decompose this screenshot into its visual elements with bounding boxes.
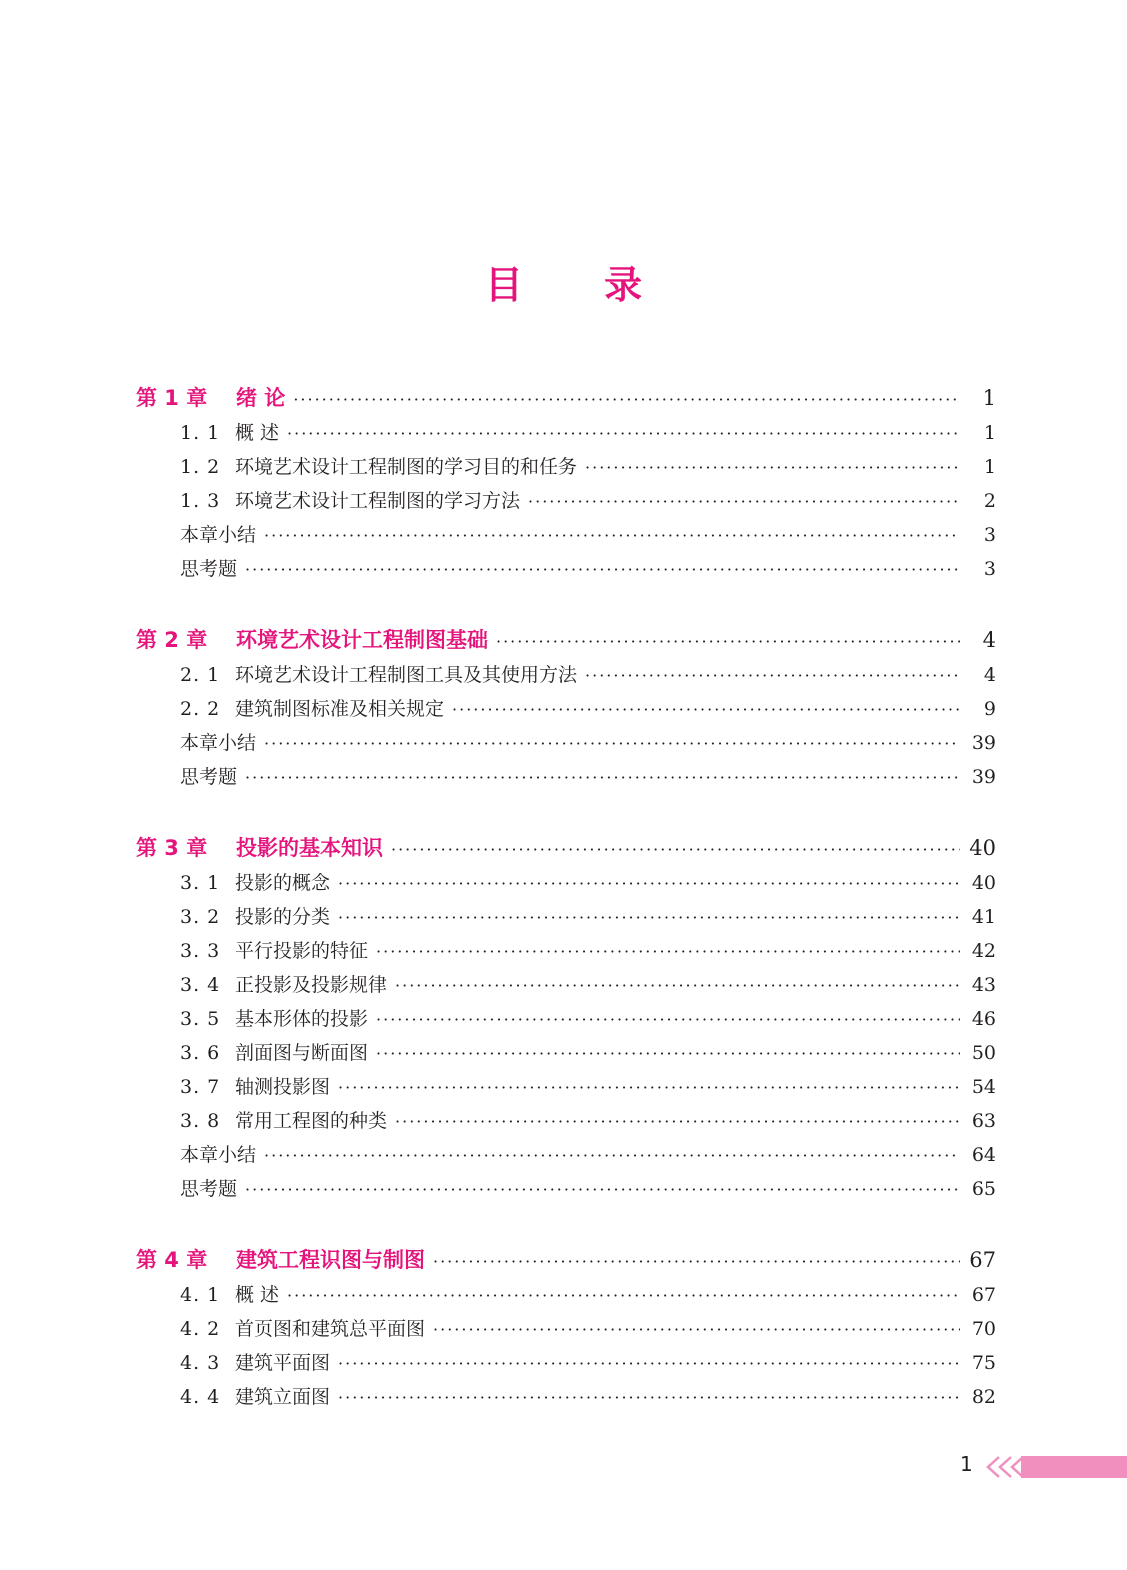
leader-dots (496, 624, 960, 660)
section-title: 投影的概念 (235, 872, 331, 894)
section-entry[interactable] (136, 934, 996, 968)
section-page: 75 (971, 1352, 996, 1374)
page-title: 目 录 (484, 263, 677, 307)
section-entry[interactable] (136, 552, 996, 586)
chapter-number: 第 4 章 (136, 1248, 208, 1272)
chapter-entry[interactable] (136, 380, 996, 416)
section-title: 思考题 (180, 558, 238, 580)
section-entry[interactable] (136, 726, 996, 760)
section-page: 67 (971, 1284, 996, 1306)
chapter-page: 4 (982, 628, 996, 652)
section-number: 1. 3 (180, 490, 221, 512)
section-entry[interactable] (136, 1346, 996, 1380)
chapter-entry[interactable] (136, 622, 996, 658)
section-page: 64 (971, 1144, 996, 1166)
section-number: 3. 5 (180, 1008, 221, 1030)
section-page: 3 (983, 524, 996, 546)
leader-dots (264, 1139, 960, 1173)
section-title: 正投影及投影规律 (235, 974, 388, 996)
section-number: 3. 1 (180, 872, 221, 894)
section-entry[interactable] (136, 1138, 996, 1172)
section-title: 剖面图与断面图 (235, 1042, 369, 1064)
leader-dots (245, 553, 960, 587)
chapter-title: 投影的基本知识 (236, 836, 383, 860)
leader-dots (452, 693, 960, 727)
section-page: 63 (971, 1110, 996, 1132)
leader-dots (338, 867, 960, 901)
section-number: 4. 4 (180, 1386, 221, 1408)
section-page: 3 (983, 558, 996, 580)
section-title: 基本形体的投影 (235, 1008, 369, 1030)
section-entry[interactable] (136, 1070, 996, 1104)
section-page: 40 (971, 872, 996, 894)
section-number: 2. 2 (180, 698, 221, 720)
table-of-contents (136, 380, 996, 1450)
section-page: 43 (971, 974, 996, 996)
section-page: 41 (971, 906, 996, 928)
leader-dots (376, 1003, 960, 1037)
section-title: 环境艺术设计工程制图工具及其使用方法 (235, 664, 578, 686)
section-page: 46 (971, 1008, 996, 1030)
section-title: 环境艺术设计工程制图的学习方法 (235, 490, 521, 512)
section-page: 1 (983, 422, 996, 444)
section-page: 2 (983, 490, 996, 512)
page-number: 1 (960, 1452, 973, 1476)
section-entry[interactable] (136, 900, 996, 934)
page-tab-chevron-icon (985, 1456, 1127, 1478)
chapter-label (136, 1242, 425, 1278)
section-title: 本章小结 (180, 732, 257, 754)
section-entry[interactable] (136, 450, 996, 484)
section-page: 82 (971, 1386, 996, 1408)
section-number: 3. 3 (180, 940, 221, 962)
section-title: 轴测投影图 (235, 1076, 331, 1098)
section-page: 4 (983, 664, 996, 686)
section-entry[interactable] (136, 1104, 996, 1138)
section-title: 投影的分类 (235, 906, 331, 928)
leader-dots (376, 1037, 960, 1071)
section-title: 建筑平面图 (235, 1352, 331, 1374)
chapter-page: 67 (969, 1248, 996, 1272)
section-entry[interactable] (136, 866, 996, 900)
section-title: 思考题 (180, 1178, 238, 1200)
section-page: 39 (971, 732, 996, 754)
chapter-entry[interactable] (136, 1242, 996, 1278)
section-page: 42 (971, 940, 996, 962)
section-entry[interactable] (136, 692, 996, 726)
section-entry[interactable] (136, 1380, 996, 1414)
section-entry[interactable] (136, 416, 996, 450)
chapter-title: 建筑工程识图与制图 (236, 1248, 425, 1272)
section-entry[interactable] (136, 1312, 996, 1346)
chapter-label (136, 830, 383, 866)
section-page: 9 (983, 698, 996, 720)
chapter-page: 40 (969, 836, 996, 860)
section-title: 平行投影的特征 (235, 940, 369, 962)
leader-dots (245, 761, 960, 795)
leader-dots (338, 1071, 960, 1105)
section-page: 50 (971, 1042, 996, 1064)
section-number: 1. 2 (180, 456, 221, 478)
section-number: 1. 1 (180, 422, 221, 444)
leader-dots (585, 659, 960, 693)
leader-dots (585, 451, 960, 485)
section-number: 3. 2 (180, 906, 221, 928)
chapter-title: 绪 论 (236, 386, 286, 410)
leader-dots (395, 1105, 960, 1139)
section-entry[interactable] (136, 658, 996, 692)
leader-dots (287, 417, 960, 451)
section-number: 3. 4 (180, 974, 221, 996)
chapter-block (136, 622, 996, 794)
leader-dots (376, 935, 960, 969)
section-page: 39 (971, 766, 996, 788)
chapter-label (136, 622, 488, 658)
leader-dots (264, 519, 960, 553)
section-title: 建筑立面图 (235, 1386, 331, 1408)
section-entry[interactable] (136, 1172, 996, 1206)
leader-dots (391, 832, 960, 868)
chapter-number: 第 1 章 (136, 386, 208, 410)
section-title: 建筑制图标准及相关规定 (235, 698, 445, 720)
section-number: 4. 3 (180, 1352, 221, 1374)
leader-dots (338, 1347, 960, 1381)
section-page: 54 (971, 1076, 996, 1098)
leader-dots (395, 969, 960, 1003)
section-entry[interactable] (136, 518, 996, 552)
leader-dots (433, 1244, 960, 1280)
section-number: 3. 7 (180, 1076, 221, 1098)
leader-dots (245, 1173, 960, 1207)
leader-dots (264, 727, 960, 761)
section-number: 3. 8 (180, 1110, 221, 1132)
chapter-title: 环境艺术设计工程制图基础 (236, 628, 488, 652)
section-entry[interactable] (136, 968, 996, 1002)
section-number: 3. 6 (180, 1042, 221, 1064)
section-number: 2. 1 (180, 664, 221, 686)
section-title: 概 述 (235, 422, 280, 444)
section-entry[interactable] (136, 1278, 996, 1312)
section-title: 概 述 (235, 1284, 280, 1306)
leader-dots (433, 1313, 960, 1347)
leader-dots (338, 901, 960, 935)
section-page: 70 (971, 1318, 996, 1340)
chapter-block (136, 830, 996, 1206)
chapter-number: 第 2 章 (136, 628, 208, 652)
chapter-label (136, 380, 285, 416)
section-number: 4. 1 (180, 1284, 221, 1306)
chapter-number: 第 3 章 (136, 836, 208, 860)
chapter-entry[interactable] (136, 830, 996, 866)
section-entry[interactable] (136, 1002, 996, 1036)
leader-dots (287, 1279, 960, 1313)
chapter-page: 1 (982, 386, 996, 410)
section-page: 1 (983, 456, 996, 478)
chapter-block (136, 380, 996, 586)
section-page: 65 (971, 1178, 996, 1200)
section-title: 首页图和建筑总平面图 (235, 1318, 426, 1340)
section-number: 4. 2 (180, 1318, 221, 1340)
section-title: 环境艺术设计工程制图的学习目的和任务 (235, 456, 578, 478)
leader-dots (528, 485, 960, 519)
section-entry[interactable] (136, 1036, 996, 1070)
leader-dots (338, 1381, 960, 1415)
section-title: 本章小结 (180, 1144, 257, 1166)
section-title: 常用工程图的种类 (235, 1110, 388, 1132)
section-entry[interactable] (136, 484, 996, 518)
leader-dots (293, 382, 960, 418)
chapter-block (136, 1242, 996, 1414)
section-title: 本章小结 (180, 524, 257, 546)
section-title: 思考题 (180, 766, 238, 788)
section-entry[interactable] (136, 760, 996, 794)
